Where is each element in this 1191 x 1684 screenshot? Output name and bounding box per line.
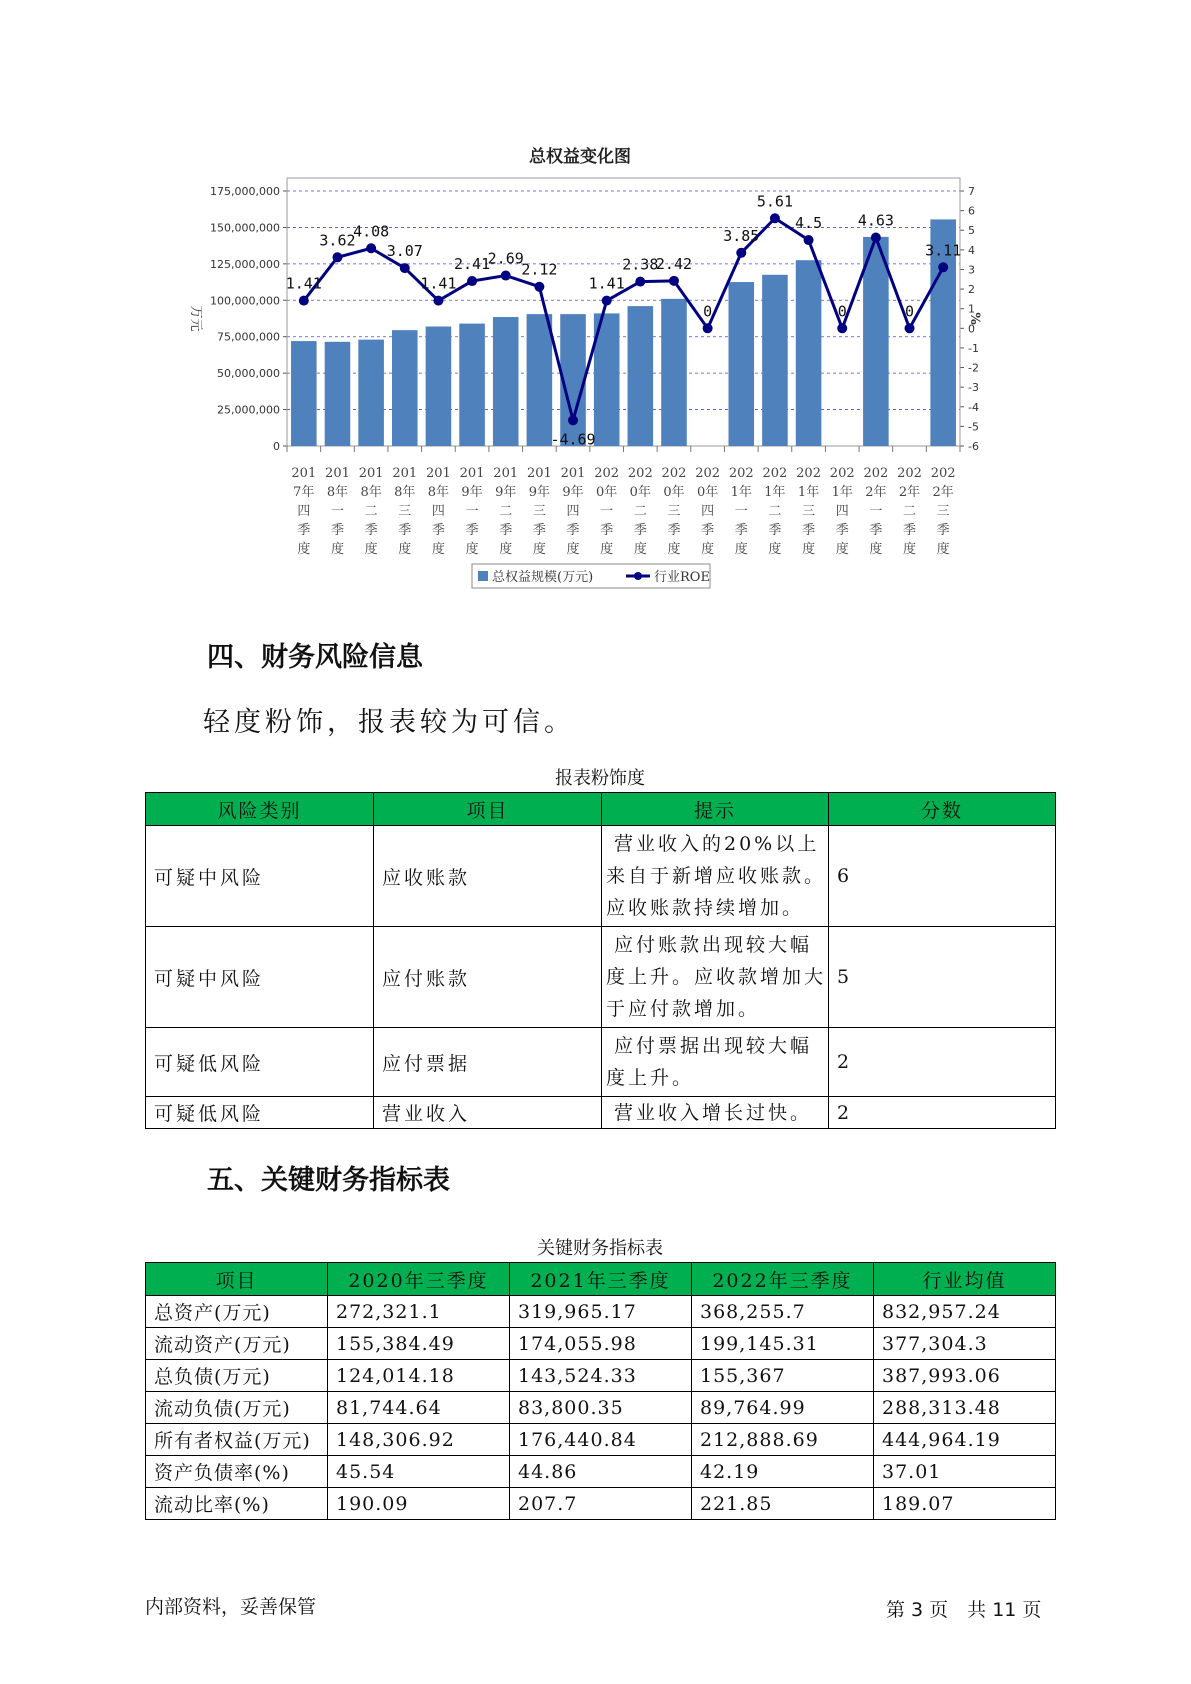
category-tick-label: 三: [936, 504, 950, 519]
kpi-value: 81,744.64: [328, 1392, 510, 1424]
kpi-value: 377,304.3: [874, 1328, 1056, 1360]
risk-table: [145, 792, 1056, 1129]
right-tick-label: -2: [968, 361, 979, 375]
category-tick-label: 度: [936, 542, 950, 557]
left-tick-label: 0: [273, 440, 280, 453]
risk-score: 2: [829, 1028, 1056, 1097]
bar: [728, 282, 754, 446]
category-tick-label: 二: [903, 504, 917, 519]
category-tick-label: 8年: [427, 485, 450, 500]
category-tick-label: 度: [398, 542, 412, 557]
right-tick-label: -6: [968, 440, 979, 453]
category-tick-label: 度: [600, 542, 614, 557]
category-tick-label: 季: [431, 523, 445, 538]
kpi-value: 83,800.35: [510, 1392, 692, 1424]
category-tick-label: 201: [493, 466, 519, 481]
header-cell: 分数: [829, 793, 1056, 826]
header-cell: 项目: [374, 793, 602, 826]
kpi-value: 37.01: [874, 1456, 1056, 1488]
category-tick-label: 8年: [394, 485, 416, 500]
right-tick-label: -4: [968, 400, 979, 414]
category-tick-label: 201: [358, 466, 384, 481]
category-tick-label: 度: [667, 542, 681, 557]
category-tick-label: 202: [930, 466, 956, 481]
category-tick-label: 9年: [528, 485, 551, 500]
left-tick-label: 175,000,000: [210, 185, 280, 198]
category-tick-label: 度: [768, 542, 782, 557]
table-row: [146, 927, 1056, 1028]
category-tick-label: 202: [728, 466, 754, 481]
category-tick-label: 202: [897, 466, 922, 481]
right-axis-title: %: [967, 312, 982, 325]
header-cell: 2022年三季度: [692, 1263, 874, 1296]
category-tick-label: 度: [431, 542, 445, 557]
category-tick-label: 季: [701, 523, 715, 538]
table-row: [146, 1296, 1056, 1328]
category-tick-label: 四: [835, 504, 849, 519]
category-tick-label: 8年: [360, 485, 382, 500]
category-tick-label: 一: [330, 504, 344, 519]
risk-category: 可疑低风险: [146, 1097, 374, 1129]
kpi-value: 148,306.92: [328, 1424, 510, 1456]
category-tick-label: 二: [633, 504, 647, 519]
category-tick-label: 度: [734, 542, 748, 557]
header-cell: 提示: [602, 793, 829, 826]
bar: [392, 330, 418, 446]
footer-confidential: 内部资料，妥善保管: [145, 1596, 317, 1618]
category-tick-label: 度: [633, 542, 647, 557]
bar: [493, 317, 519, 446]
bar: [628, 306, 654, 446]
kpi-value: 288,313.48: [874, 1392, 1056, 1424]
kpi-value: 272,321.1: [328, 1296, 510, 1328]
category-tick-label: 9年: [461, 485, 483, 500]
bar: [863, 237, 889, 446]
equity-chart: [180, 140, 980, 590]
roe-data-label: 5.61: [756, 192, 793, 211]
table-row: [146, 1097, 1056, 1129]
category-tick-label: 202: [627, 466, 653, 481]
right-tick-label: 4: [968, 243, 975, 257]
category-tick-label: 度: [499, 542, 513, 557]
bar: [291, 341, 317, 446]
category-tick-label: 三: [667, 504, 681, 519]
roe-point: [433, 296, 443, 306]
category-tick-label: 季: [835, 523, 849, 538]
category-tick-label: 202: [863, 466, 889, 481]
roe-data-label: 3.07: [386, 242, 423, 261]
category-tick-label: 201: [325, 466, 350, 481]
kpi-table-caption: 关键财务指标表: [537, 1238, 663, 1259]
category-tick-label: 一: [465, 504, 479, 519]
roe-point: [938, 262, 948, 272]
roe-point: [467, 276, 477, 286]
category-tick-label: 季: [936, 523, 950, 538]
bar: [661, 299, 687, 446]
kpi-value: 155,367: [692, 1360, 874, 1392]
roe-data-label: 0: [703, 302, 713, 321]
left-tick-label: 150,000,000: [210, 221, 280, 235]
right-tick-label: 7: [968, 185, 975, 198]
kpi-table: [145, 1262, 1056, 1520]
kpi-value: 832,957.24: [874, 1296, 1056, 1328]
header-cell: 行业均值: [874, 1263, 1056, 1296]
category-tick-label: 201: [526, 466, 552, 481]
category-tick-label: 9年: [495, 485, 517, 500]
kpi-value: 387,993.06: [874, 1360, 1056, 1392]
roe-point: [804, 235, 814, 245]
bar: [527, 314, 553, 446]
category-tick-label: 季: [667, 523, 681, 538]
roe-point: [534, 282, 544, 292]
risk-category: 可疑中风险: [146, 927, 374, 1028]
roe-data-label: 4.63: [857, 211, 894, 230]
roe-data-label: 4.08: [353, 222, 390, 241]
right-tick-label: 6: [968, 204, 975, 218]
table-row: [146, 826, 1056, 927]
risk-item: 应收账款: [374, 826, 602, 927]
category-tick-label: 三: [532, 504, 546, 519]
roe-data-label: 1.41: [285, 274, 322, 293]
kpi-value: 212,888.69: [692, 1424, 874, 1456]
category-tick-label: 201: [426, 466, 451, 481]
category-tick-label: 季: [398, 523, 412, 538]
kpi-label: 流动比率(%): [146, 1488, 328, 1520]
roe-point: [366, 243, 376, 253]
category-tick-label: 7年: [293, 485, 315, 500]
category-tick-label: 202: [695, 466, 721, 481]
kpi-value: 176,440.84: [510, 1424, 692, 1456]
kpi-value: 124,014.18: [328, 1360, 510, 1392]
right-tick-label: 1: [968, 302, 975, 316]
kpi-value: 189.07: [874, 1488, 1056, 1520]
risk-category: 可疑低风险: [146, 1028, 374, 1097]
category-tick-label: 二: [364, 504, 378, 519]
roe-data-label: 3.62: [319, 231, 356, 250]
category-tick-label: 9年: [562, 485, 584, 500]
footer-page-number: 第 3 页 共 11 页: [886, 1599, 1042, 1621]
category-tick-label: 季: [903, 523, 917, 538]
legend-label-line: 行业ROE: [654, 570, 710, 585]
category-tick-label: 度: [566, 542, 580, 557]
category-tick-label: 季: [600, 523, 614, 538]
category-tick-label: 季: [869, 523, 883, 538]
kpi-label: 流动资产(万元): [146, 1328, 328, 1360]
right-tick-label: -1: [968, 341, 979, 355]
roe-data-label: 2.41: [454, 255, 491, 274]
category-tick-label: 1年: [831, 485, 853, 500]
risk-table-caption: 报表粉饰度: [555, 768, 645, 789]
category-tick-label: 202: [594, 466, 620, 481]
roe-point: [669, 276, 679, 286]
category-tick-label: 季: [532, 523, 546, 538]
left-tick-label: 50,000,000: [217, 367, 280, 381]
table-row: [146, 1028, 1056, 1097]
category-tick-label: 8年: [326, 485, 349, 500]
roe-data-label: 3.85: [723, 226, 760, 245]
category-tick-label: 201: [392, 466, 418, 481]
category-tick-label: 一: [734, 504, 748, 519]
category-tick-label: 201: [560, 466, 586, 481]
risk-category: 可疑中风险: [146, 826, 374, 927]
kpi-label: 总负债(万元): [146, 1360, 328, 1392]
roe-data-label: 2.69: [487, 249, 524, 268]
kpi-table-header: [146, 1263, 1056, 1296]
category-tick-label: 度: [701, 542, 715, 557]
left-tick-label: 125,000,000: [210, 257, 280, 271]
right-tick-label: -5: [968, 420, 979, 434]
category-tick-label: 202: [829, 466, 855, 481]
category-tick-label: 度: [532, 542, 546, 557]
kpi-value: 221.85: [692, 1488, 874, 1520]
left-tick-label: 100,000,000: [210, 294, 280, 308]
roe-data-label: 3.11: [925, 241, 962, 260]
roe-point: [736, 248, 746, 258]
roe-data-label: 0: [905, 302, 915, 321]
category-tick-label: 一: [600, 504, 614, 519]
right-tick-label: 5: [968, 224, 975, 238]
header-cell: 项目: [146, 1263, 328, 1296]
roe-data-label: 1.41: [588, 274, 625, 293]
roe-point: [837, 323, 847, 333]
bar: [762, 275, 788, 446]
kpi-value: 368,255.7: [692, 1296, 874, 1328]
category-tick-label: 四: [701, 504, 715, 519]
roe-data-label: 2.42: [655, 254, 693, 273]
category-tick-label: 季: [566, 523, 580, 538]
category-tick-label: 三: [802, 504, 816, 519]
category-tick-label: 202: [762, 466, 788, 481]
category-tick-label: 四: [431, 504, 445, 519]
kpi-value: 143,524.33: [510, 1360, 692, 1392]
roe-point: [501, 271, 511, 281]
category-tick-label: 度: [465, 542, 479, 557]
table-row: [146, 1360, 1056, 1392]
risk-item: 应付账款: [374, 927, 602, 1028]
right-tick-label: 3: [968, 263, 975, 277]
roe-point: [568, 415, 578, 425]
header-cell: 风险类别: [146, 793, 374, 826]
legend-swatch-point: [634, 572, 642, 580]
section-4-paragraph: 轻度粉饰，报表较为可信。: [203, 707, 575, 738]
category-tick-label: 季: [330, 523, 344, 538]
risk-item: 应付票据: [374, 1028, 602, 1097]
risk-score: 6: [829, 826, 1056, 927]
kpi-value: 44.86: [510, 1456, 692, 1488]
kpi-value: 45.54: [328, 1456, 510, 1488]
category-tick-label: 度: [802, 542, 816, 557]
bar: [459, 324, 485, 446]
kpi-value: 207.7: [510, 1488, 692, 1520]
risk-item: 营业收入: [374, 1097, 602, 1129]
roe-point: [400, 263, 410, 273]
table-row: [146, 1456, 1056, 1488]
category-tick-label: 季: [802, 523, 816, 538]
category-tick-label: 季: [499, 523, 513, 538]
category-tick-label: 0年: [596, 485, 618, 500]
category-tick-label: 1年: [764, 485, 786, 500]
category-tick-label: 202: [796, 466, 821, 481]
roe-point: [871, 232, 881, 242]
section-4-heading: 四、财务风险信息: [207, 642, 423, 673]
category-tick-label: 季: [768, 523, 782, 538]
right-tick-label: 2: [968, 283, 975, 297]
risk-hint: 营业收入的20%以上来自于新增应收账款。应收账款持续增加。: [602, 826, 829, 927]
roe-point: [770, 213, 780, 223]
kpi-label: 总资产(万元): [146, 1296, 328, 1328]
roe-point: [635, 277, 645, 287]
left-tick-label: 75,000,000: [217, 330, 280, 344]
header-cell: 2021年三季度: [510, 1263, 692, 1296]
kpi-value: 89,764.99: [692, 1392, 874, 1424]
right-tick-label: 0: [968, 322, 975, 336]
category-tick-label: 1年: [797, 485, 820, 500]
roe-data-label: 2.12: [521, 260, 558, 279]
category-tick-label: 0年: [663, 485, 685, 500]
kpi-value: 444,964.19: [874, 1424, 1056, 1456]
kpi-label: 所有者权益(万元): [146, 1424, 328, 1456]
category-tick-label: 度: [297, 542, 311, 557]
bar: [325, 342, 351, 446]
risk-table-header: [146, 793, 1056, 826]
category-tick-label: 201: [459, 466, 485, 481]
category-tick-label: 季: [364, 523, 378, 538]
roe-point: [299, 296, 309, 306]
kpi-value: 174,055.98: [510, 1328, 692, 1360]
bar: [426, 327, 452, 446]
category-tick-label: 201: [291, 466, 317, 481]
kpi-value: 199,145.31: [692, 1328, 874, 1360]
category-tick-label: 度: [330, 542, 344, 557]
roe-point: [905, 323, 915, 333]
roe-point: [602, 296, 612, 306]
header-cell: 2020年三季度: [328, 1263, 510, 1296]
category-tick-label: 2年: [865, 485, 887, 500]
category-tick-label: 二: [768, 504, 782, 519]
risk-hint: 应付账款出现较大幅度上升。应收款增加大于应付款增加。: [602, 927, 829, 1028]
chart-title: 总权益变化图: [529, 147, 631, 167]
kpi-value: 155,384.49: [328, 1328, 510, 1360]
legend-label-bar: 总权益规模(万元): [492, 570, 594, 585]
category-tick-label: 季: [633, 523, 647, 538]
kpi-value: 42.19: [692, 1456, 874, 1488]
risk-score: 5: [829, 927, 1056, 1028]
category-tick-label: 四: [297, 504, 311, 519]
legend-swatch-bar: [478, 571, 488, 581]
left-tick-label: 25,000,000: [217, 403, 280, 417]
roe-data-label: 2.38: [622, 255, 659, 274]
category-tick-label: 0年: [696, 485, 719, 500]
table-row: [146, 1488, 1056, 1520]
category-tick-label: 季: [465, 523, 479, 538]
category-tick-label: 度: [835, 542, 849, 557]
kpi-value: 190.09: [328, 1488, 510, 1520]
category-tick-label: 季: [297, 523, 311, 538]
category-tick-label: 度: [869, 542, 883, 557]
table-row: [146, 1392, 1056, 1424]
bar: [358, 340, 384, 446]
category-tick-label: 202: [661, 466, 687, 481]
roe-data-label: 1.41: [420, 274, 457, 293]
category-tick-label: 2年: [932, 485, 954, 500]
left-axis-title: 万元: [188, 305, 203, 332]
right-tick-label: -3: [968, 381, 979, 395]
kpi-value: 319,965.17: [510, 1296, 692, 1328]
category-tick-label: 1年: [730, 485, 752, 500]
category-tick-label: 二: [499, 504, 513, 519]
category-tick-label: 0年: [629, 485, 651, 500]
risk-hint: 应付票据出现较大幅度上升。: [602, 1028, 829, 1097]
category-tick-label: 四: [566, 504, 580, 519]
roe-data-label: -4.69: [550, 430, 596, 449]
roe-data-label: 0: [837, 302, 847, 321]
category-tick-label: 三: [398, 504, 412, 519]
table-row: [146, 1424, 1056, 1456]
roe-point: [332, 252, 342, 262]
category-tick-label: 一: [869, 504, 883, 519]
category-tick-label: 度: [903, 542, 917, 557]
risk-hint: 营业收入增长过快。: [602, 1097, 829, 1129]
category-tick-label: 季: [734, 523, 748, 538]
kpi-label: 资产负债率(%): [146, 1456, 328, 1488]
bar: [796, 260, 822, 446]
category-tick-label: 度: [364, 542, 378, 557]
roe-data-label: 4.5: [795, 214, 823, 233]
roe-point: [703, 323, 713, 333]
table-row: [146, 1328, 1056, 1360]
category-tick-label: 2年: [898, 485, 921, 500]
risk-score: 2: [829, 1097, 1056, 1129]
section-5-heading: 五、关键财务指标表: [207, 1165, 450, 1196]
kpi-label: 流动负债(万元): [146, 1392, 328, 1424]
